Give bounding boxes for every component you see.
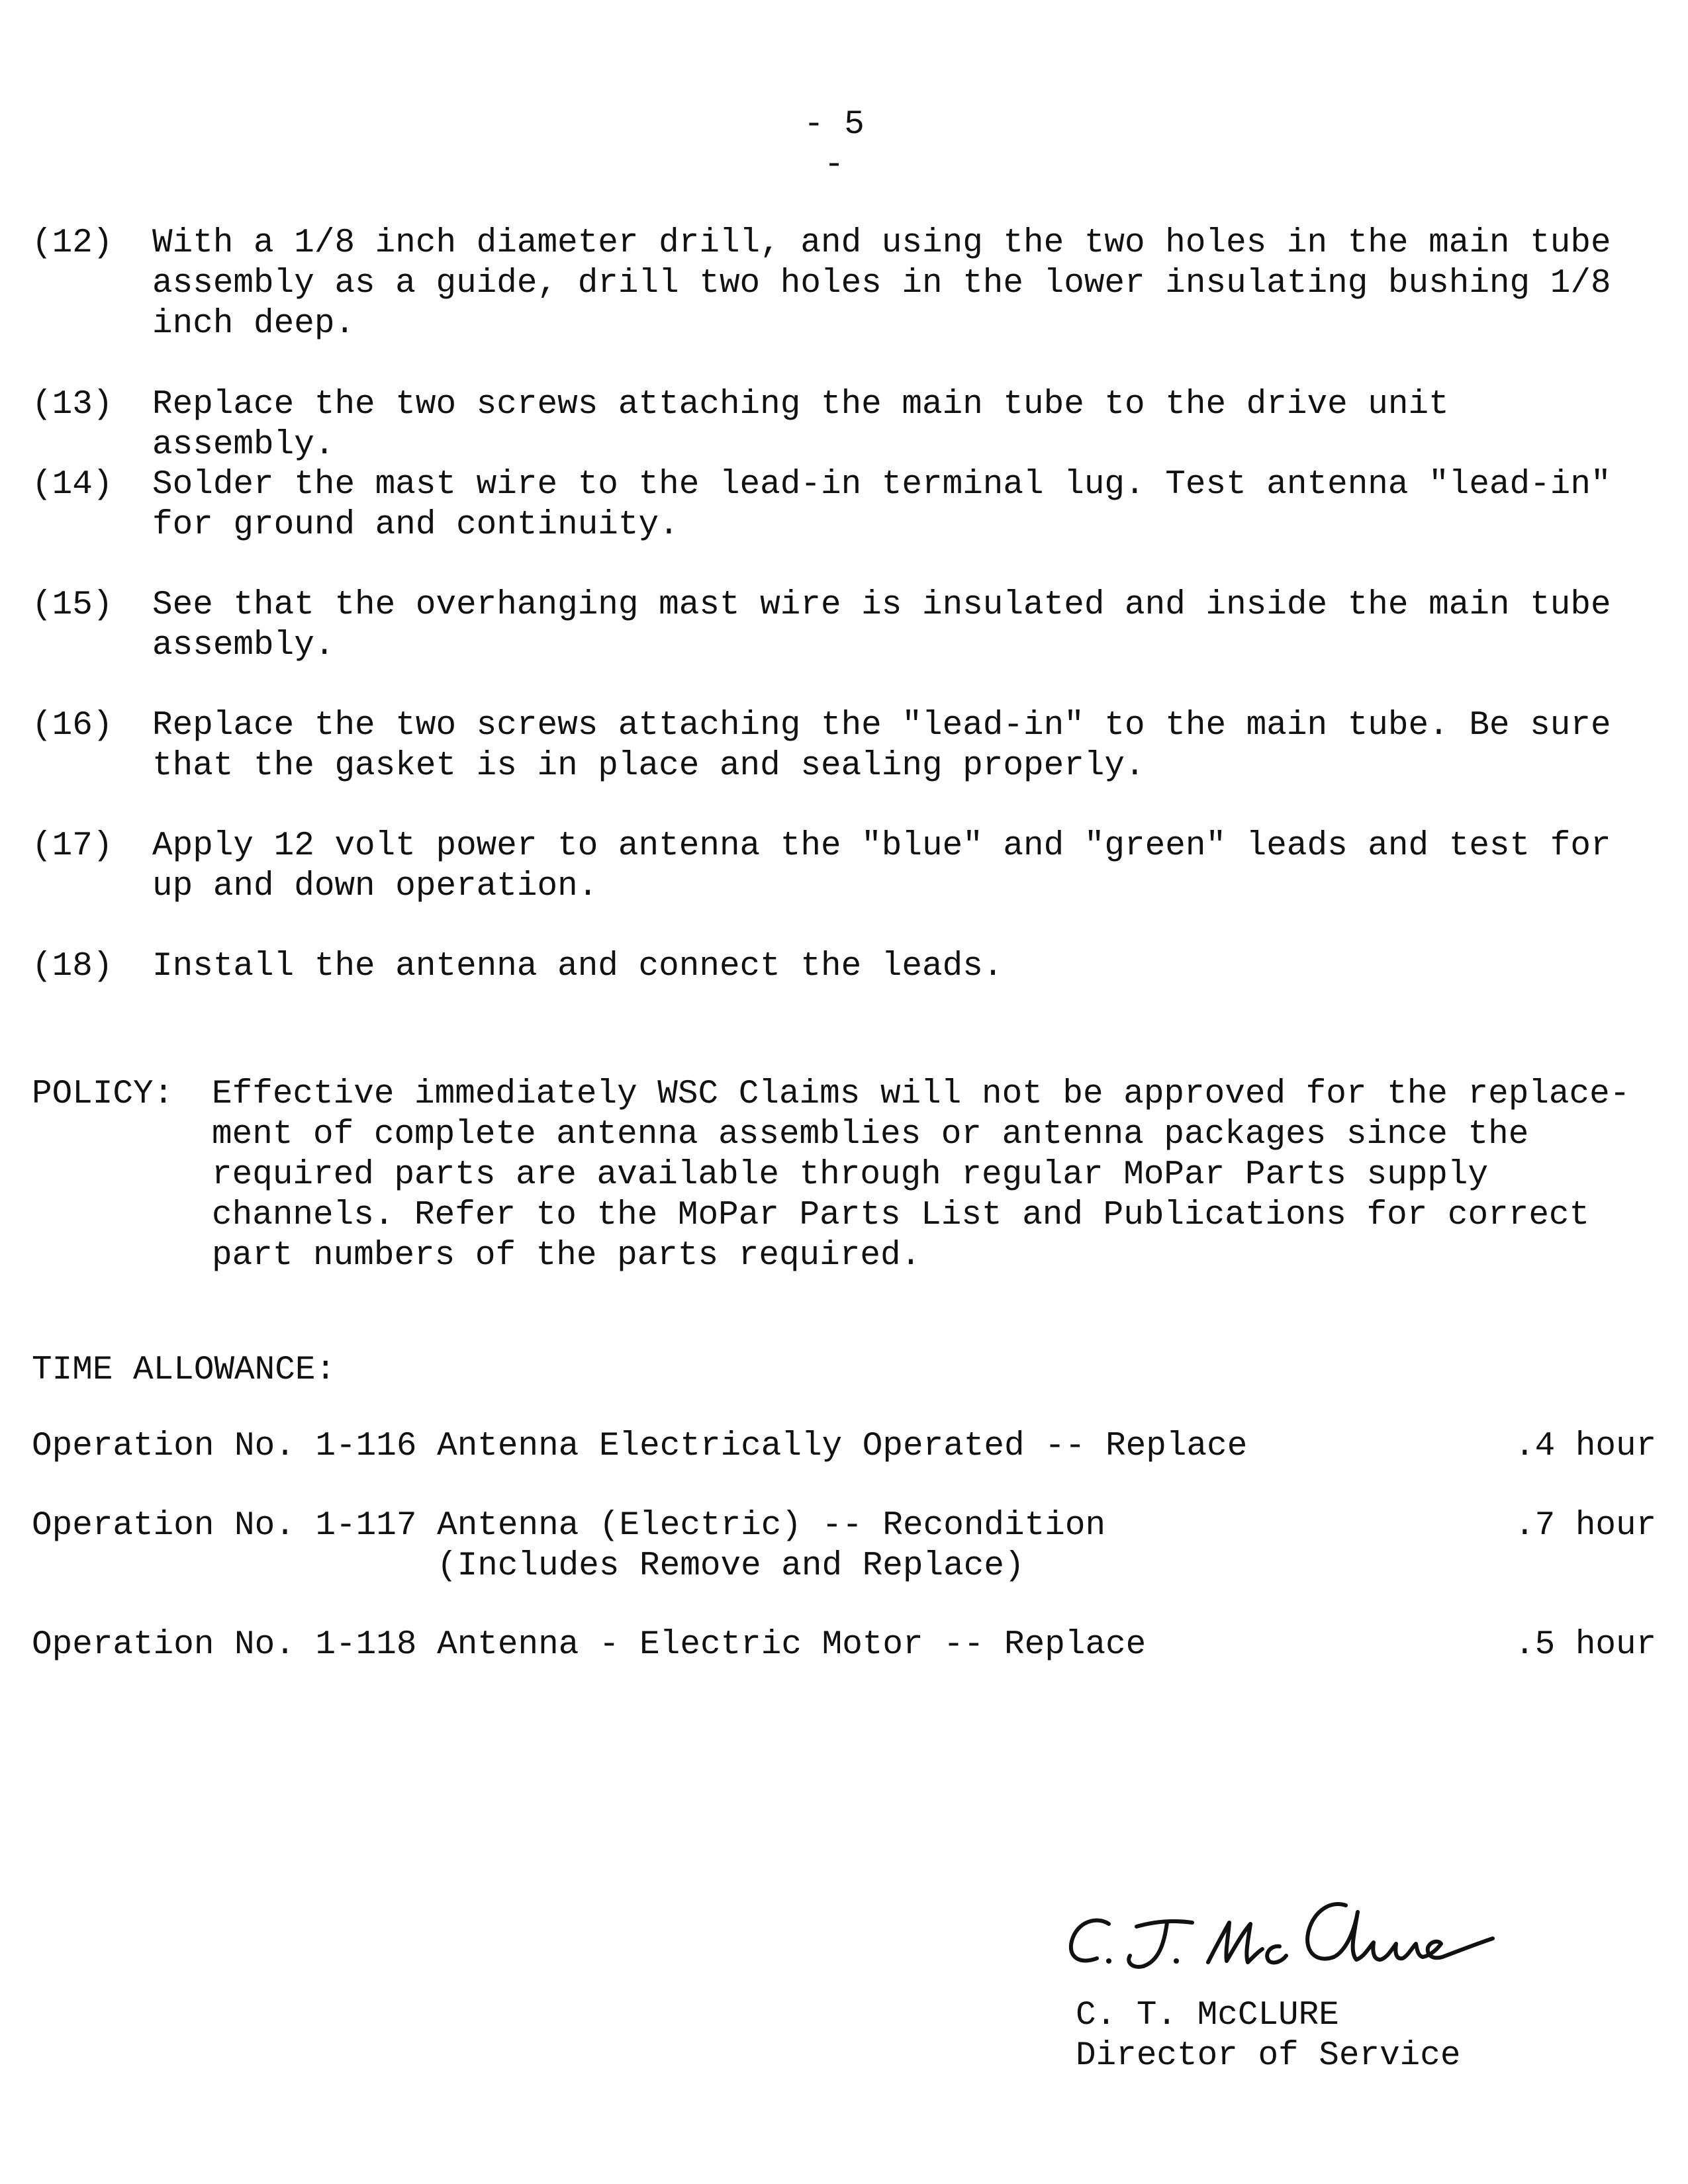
- step-number: (15): [32, 586, 113, 624]
- operation-label: Operation No. 1-117 Antenna (Electric) -- Recondition: [32, 1507, 1106, 1545]
- time-allowance-heading: TIME ALLOWANCE:: [32, 1351, 336, 1389]
- step-item: [32, 585, 1647, 666]
- step-item: [32, 705, 1647, 786]
- step-text: Replace the two screws attaching the "lead-in" to the main tube. Be sure that the gasket is in place and sealing properly.: [152, 707, 1611, 785]
- policy-label: POLICY:: [32, 1075, 174, 1113]
- step-item: [32, 465, 1647, 545]
- operation-label: Operation No. 1-116 Antenna Electrically Operated -- Replace: [32, 1428, 1248, 1465]
- step-number: (18): [32, 948, 113, 985]
- step-text: See that the overhanging mast wire is insulated and inside the main tube assembly.: [152, 586, 1611, 664]
- step-number: (16): [32, 707, 113, 745]
- step-text: Install the antenna and connect the leads.: [152, 948, 1004, 985]
- step-item: [32, 946, 1647, 987]
- step-item: [32, 826, 1647, 907]
- signer-title: Director of Service: [1076, 2037, 1461, 2075]
- step-number: (17): [32, 827, 113, 865]
- operation-time: .4 hour: [1515, 1428, 1657, 1465]
- operation-label: Operation No. 1-118 Antenna - Electric Motor -- Replace: [32, 1626, 1147, 1664]
- step-item: [32, 223, 1647, 344]
- operation-row: [32, 1506, 1667, 1586]
- signer-name: C. T. McCLURE: [1076, 1997, 1339, 2034]
- step-item: [32, 385, 1647, 464]
- operation-row: [32, 1426, 1667, 1467]
- operation-time: .5 hour: [1515, 1626, 1657, 1664]
- operation-note: (Includes Remove and Replace): [437, 1547, 1025, 1585]
- policy-text: Effective immediately WSC Claims will not be approved for the replace- ment of complete antenna assemblies or antenna packages since the required parts are available through regular MoPar Parts supply channels. Refer to the MoPar Parts List and Publications for correct part numbers of the parts required.: [212, 1075, 1630, 1275]
- step-text: Solder the mast wire to the lead-in terminal lug. Test antenna "lead-in" for ground and continuity.: [152, 466, 1611, 544]
- step-text: Replace the two screws attaching the main tube to the drive unit assembly.: [152, 386, 1449, 464]
- step-text: Apply 12 volt power to antenna the "blue" and "green" leads and test for up and down operation.: [152, 827, 1611, 905]
- step-number: (13): [32, 386, 113, 424]
- step-number: (14): [32, 466, 113, 504]
- operation-row: [32, 1625, 1667, 1665]
- step-number: (12): [32, 224, 113, 262]
- step-text: With a 1/8 inch diameter drill, and using the two holes in the main tube assembly as a guide, drill two holes in the lower insulating bushing 1/8 inch deep.: [152, 224, 1611, 343]
- page-number: - 5 -: [804, 106, 865, 184]
- handwritten-signature: [1062, 1883, 1499, 1982]
- operation-time: .7 hour: [1515, 1507, 1657, 1545]
